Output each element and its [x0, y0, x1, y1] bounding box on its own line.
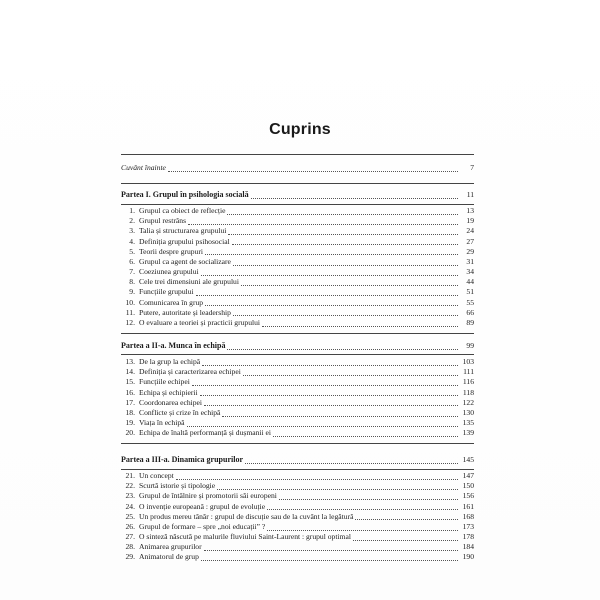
- entry-label: Grupul ca agent de socializare: [139, 256, 231, 266]
- entry-label: Talia și structurarea grupului: [139, 226, 227, 236]
- leader-dots: [222, 414, 458, 417]
- entry-page: 55: [466, 297, 474, 307]
- entry-page: 150: [462, 481, 474, 491]
- entry-label: De la grup la echipă: [139, 356, 201, 366]
- toc-entry[interactable]: [121, 398, 474, 408]
- entry-label: Teorii despre grupuri: [139, 246, 203, 256]
- toc-entry[interactable]: [121, 318, 474, 328]
- toc-entry[interactable]: [121, 308, 474, 318]
- divider: [121, 154, 474, 155]
- entry-number: 18.: [125, 407, 135, 417]
- toc-entry[interactable]: [121, 277, 474, 287]
- leader-dots: [227, 347, 458, 350]
- entry-number: 15.: [125, 377, 135, 387]
- toc-entry[interactable]: [121, 491, 474, 501]
- toc-part-heading[interactable]: [121, 341, 474, 351]
- entry-label: Funcțiile grupului: [139, 287, 194, 297]
- toc-entry[interactable]: [121, 357, 474, 367]
- entry-page: 111: [463, 367, 474, 377]
- entry-number: 7.: [129, 267, 135, 277]
- entry-page: 103: [462, 356, 474, 366]
- entry-number: 9.: [129, 287, 135, 297]
- entry-label: Definiția grupului psihosocial: [139, 236, 230, 246]
- entry-label: Echipa de înaltă performanță și dușmanii ei: [139, 428, 272, 438]
- page-title: Cuprins: [269, 121, 331, 138]
- toc-entry[interactable]: [121, 377, 474, 387]
- leader-dots: [273, 434, 458, 437]
- toc-entry[interactable]: [121, 298, 474, 308]
- toc-entry[interactable]: [121, 522, 474, 532]
- leader-dots: [251, 196, 458, 199]
- leader-dots: [355, 517, 458, 520]
- leader-dots: [201, 558, 458, 561]
- entry-page: 89: [466, 318, 474, 328]
- divider: [121, 204, 474, 205]
- entry-page: 19: [466, 216, 474, 226]
- entry-label: Scurtă istorie și tipologie: [139, 481, 216, 491]
- entry-label: Animatorul de grup: [139, 552, 199, 562]
- entry-page: 118: [462, 387, 474, 397]
- toc-entry-page: 7: [470, 162, 474, 172]
- divider: [121, 333, 474, 334]
- toc-entry[interactable]: [121, 226, 474, 236]
- entry-number: 11.: [125, 307, 135, 317]
- toc-entry[interactable]: [121, 553, 474, 563]
- entry-page: 139: [462, 428, 474, 438]
- toc-entry[interactable]: [121, 428, 474, 438]
- leader-dots: [262, 324, 458, 327]
- leader-dots: [187, 424, 458, 427]
- entry-page: 178: [462, 532, 474, 542]
- entry-label: Putere, autoritate și leadership: [139, 307, 231, 317]
- leader-dots: [192, 383, 458, 386]
- toc-entry[interactable]: [121, 408, 474, 418]
- entry-number: 6.: [129, 256, 135, 266]
- entry-page: 34: [466, 267, 474, 277]
- toc-entry[interactable]: [121, 481, 474, 491]
- toc-part-1: [121, 190, 474, 200]
- entry-page: 44: [466, 277, 474, 287]
- entry-page: 130: [462, 407, 474, 417]
- leader-dots: [243, 373, 458, 376]
- leader-dots: [202, 363, 458, 366]
- entry-number: 5.: [129, 246, 135, 256]
- entry-page: 168: [462, 511, 474, 521]
- entry-page: 190: [462, 552, 474, 562]
- entry-page: 31: [466, 256, 474, 266]
- entry-number: 2.: [129, 216, 135, 226]
- entry-number: 8.: [129, 277, 135, 287]
- leader-dots: [188, 222, 458, 225]
- leader-dots: [204, 403, 458, 406]
- leader-dots: [233, 263, 458, 266]
- entry-page: 147: [462, 470, 474, 480]
- leader-dots: [205, 303, 458, 306]
- toc-entry[interactable]: [121, 288, 474, 298]
- entry-number: 20.: [125, 428, 135, 438]
- entry-page: 161: [462, 501, 474, 511]
- toc-entry-label: Cuvânt înainte: [121, 162, 166, 172]
- toc-part-3: [121, 455, 474, 465]
- leader-dots: [241, 283, 458, 286]
- entry-page: 66: [466, 307, 474, 317]
- part-title: Partea I. Grupul în psihologia socială: [121, 189, 249, 199]
- toc-entry[interactable]: [121, 388, 474, 398]
- entry-number: 1.: [129, 205, 135, 215]
- toc-entry[interactable]: [121, 247, 474, 257]
- entry-number: 29.: [125, 552, 135, 562]
- part-page: 99: [466, 340, 474, 350]
- leader-dots: [205, 252, 458, 255]
- entry-page: 122: [462, 397, 474, 407]
- leader-dots: [204, 548, 458, 551]
- divider: [121, 183, 474, 184]
- toc-part-1-items: [121, 206, 474, 328]
- entry-label: Definiția și caracterizarea echipei: [139, 367, 241, 377]
- toc-entry[interactable]: [121, 367, 474, 377]
- leader-dots: [200, 393, 458, 396]
- entry-label: Grupul restrâns: [139, 216, 187, 226]
- divider: [121, 354, 474, 355]
- entry-number: 27.: [125, 532, 135, 542]
- toc-part-heading[interactable]: [121, 190, 474, 200]
- part-page: 11: [466, 189, 474, 199]
- entry-number: 14.: [125, 367, 135, 377]
- leader-dots: [176, 477, 458, 480]
- toc-entry[interactable]: [121, 471, 474, 481]
- toc-intro-block: [121, 163, 474, 173]
- entry-label: Coeziunea grupului: [139, 267, 199, 277]
- toc-entry[interactable]: [121, 206, 474, 216]
- leader-dots: [267, 528, 458, 531]
- entry-number: 28.: [125, 542, 135, 552]
- entry-label: O evaluare a teoriei și practicii grupului: [139, 318, 261, 328]
- entry-label: Funcțiile echipei: [139, 377, 190, 387]
- part-title: Partea a III-a. Dinamica grupurilor: [121, 454, 243, 464]
- leader-dots: [196, 293, 458, 296]
- toc-part-3-items: [121, 471, 474, 563]
- toc-entry[interactable]: [121, 532, 474, 542]
- entry-number: 21.: [125, 470, 135, 480]
- toc-entry[interactable]: [121, 502, 474, 512]
- entry-number: 10.: [125, 297, 135, 307]
- leader-dots: [233, 313, 458, 316]
- entry-page: 135: [462, 418, 474, 428]
- entry-label: Animarea grupurilor: [139, 542, 202, 552]
- toc-entry[interactable]: [121, 267, 474, 277]
- part-title: Partea a II-a. Munca în echipă: [121, 340, 226, 350]
- entry-label: Grupul de formare – spre „noi educații” ?: [139, 521, 266, 531]
- entry-label: Echipa și echipierii: [139, 387, 198, 397]
- entry-page: 13: [466, 205, 474, 215]
- toc-entry[interactable]: [121, 542, 474, 552]
- entry-number: 4.: [129, 236, 135, 246]
- toc-part-2-items: [121, 357, 474, 439]
- entry-page: 29: [466, 246, 474, 256]
- leader-dots: [232, 242, 458, 245]
- entry-number: 16.: [125, 387, 135, 397]
- entry-label: O invenție europeană : grupul de evoluție: [139, 501, 266, 511]
- entry-label: Un concept: [139, 470, 174, 480]
- toc-entry[interactable]: [121, 237, 474, 247]
- entry-number: 13.: [125, 356, 135, 366]
- divider: [121, 469, 474, 470]
- entry-page: 116: [462, 377, 474, 387]
- toc-part-2: [121, 341, 474, 351]
- entry-page: 51: [466, 287, 474, 297]
- leader-dots: [267, 507, 458, 510]
- entry-number: 24.: [125, 501, 135, 511]
- entry-page: 184: [462, 542, 474, 552]
- entry-page: 24: [466, 226, 474, 236]
- entry-page: 27: [466, 236, 474, 246]
- leader-dots: [245, 461, 458, 464]
- entry-page: 173: [462, 521, 474, 531]
- leader-dots: [201, 273, 458, 276]
- leader-dots: [217, 487, 458, 490]
- entry-page: 156: [462, 491, 474, 501]
- leader-dots: [228, 232, 458, 235]
- toc-part-heading[interactable]: [121, 455, 474, 465]
- part-page: 145: [462, 454, 474, 464]
- entry-number: 12.: [125, 318, 135, 328]
- entry-label: Un produs mereu tânăr : grupul de discuție sau de la cuvânt la legătură: [139, 511, 354, 521]
- entry-number: 26.: [125, 521, 135, 531]
- entry-label: O sinteză născută pe malurile fluviului Saint-Laurent : grupul optimal: [139, 532, 351, 542]
- leader-dots: [279, 497, 458, 500]
- divider: [121, 443, 474, 444]
- entry-number: 22.: [125, 481, 135, 491]
- entry-number: 17.: [125, 397, 135, 407]
- entry-label: Grupul de întâlnire și promotorii săi europeni: [139, 491, 277, 501]
- leader-dots: [227, 212, 458, 215]
- entry-number: 3.: [129, 226, 135, 236]
- entry-number: 25.: [125, 511, 135, 521]
- entry-number: 23.: [125, 491, 135, 501]
- entry-label: Coordonarea echipei: [139, 397, 203, 407]
- entry-number: 19.: [125, 418, 135, 428]
- entry-label: Grupul ca obiect de reflecție: [139, 205, 226, 215]
- toc-entry[interactable]: [121, 216, 474, 226]
- toc-entry[interactable]: [121, 512, 474, 522]
- toc-entry-intro[interactable]: [121, 163, 474, 173]
- toc-entry[interactable]: [121, 257, 474, 267]
- entry-label: Comunicarea în grup: [139, 297, 204, 307]
- entry-label: Cele trei dimensiuni ale grupului: [139, 277, 239, 287]
- toc-entry[interactable]: [121, 418, 474, 428]
- leader-dots: [168, 169, 458, 172]
- leader-dots: [353, 538, 458, 541]
- entry-label: Conflicte și crize în echipă: [139, 407, 221, 417]
- entry-label: Viața în echipă: [139, 418, 185, 428]
